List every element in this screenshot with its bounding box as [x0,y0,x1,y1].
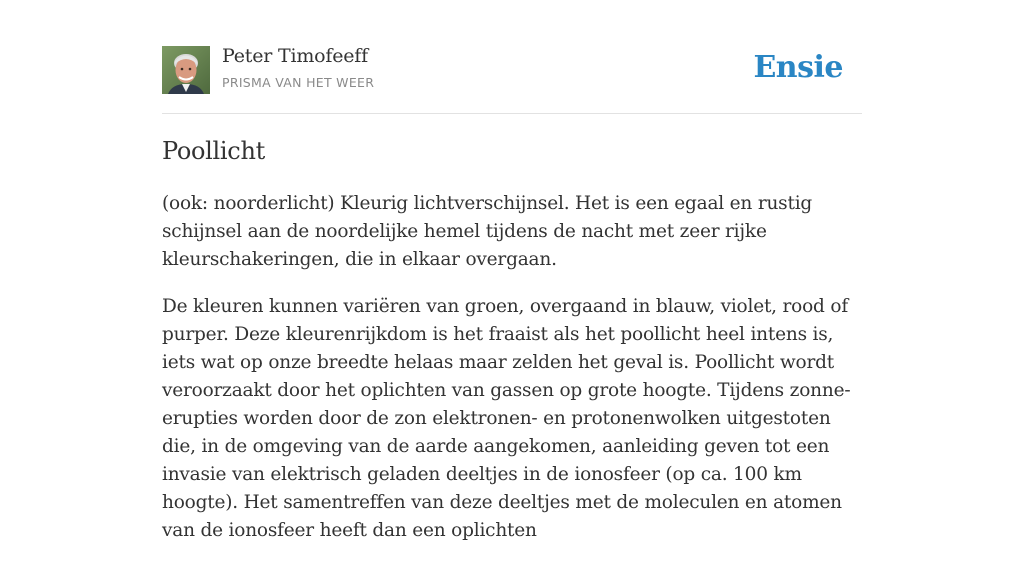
author-photo-icon [162,46,210,94]
article-paragraph: (ook: noorderlicht) Kleurig lichtverschijnsel. Het is een egaal en rustig schijnsel aan de noordelijke hemel tijdens de nacht met zeer rijke kleurschakeringen, die in elkaar overgaan. [162,193,813,270]
author-name[interactable]: Peter Timofeeff [222,45,368,67]
article-body [162,190,868,564]
content-container [162,0,862,541]
header [162,0,862,114]
ensie-logo[interactable]: Ensie [753,50,843,85]
author-avatar[interactable] [162,46,210,94]
article-paragraph: De kleuren kunnen variëren van groen, overgaand in blauw, violet, rood of purper. Deze kleurenrijkdom is het fraaist als het poollicht heel intens is, iets wat op onze breedte helaas maar zelden het geval is. Poollicht wordt veroorzaakt door het oplichten van gassen op grote hoogte. Tijdens zonne-erupties worden door de zon elektronen- en protonenwolken uitgestoten die, in de omgeving van de aarde aangekomen, aanleiding geven tot een invasie van elektrisch geladen deeltjes in de ionosfeer (op ca. 100 km hoogte). Het samentreffen van deze deeltjes met de moleculen en atomen van de ionosfeer heeft dan een oplichten [162,296,851,541]
article-title: Poollicht [162,137,265,165]
author-source[interactable]: PRISMA VAN HET WEER [222,75,375,90]
